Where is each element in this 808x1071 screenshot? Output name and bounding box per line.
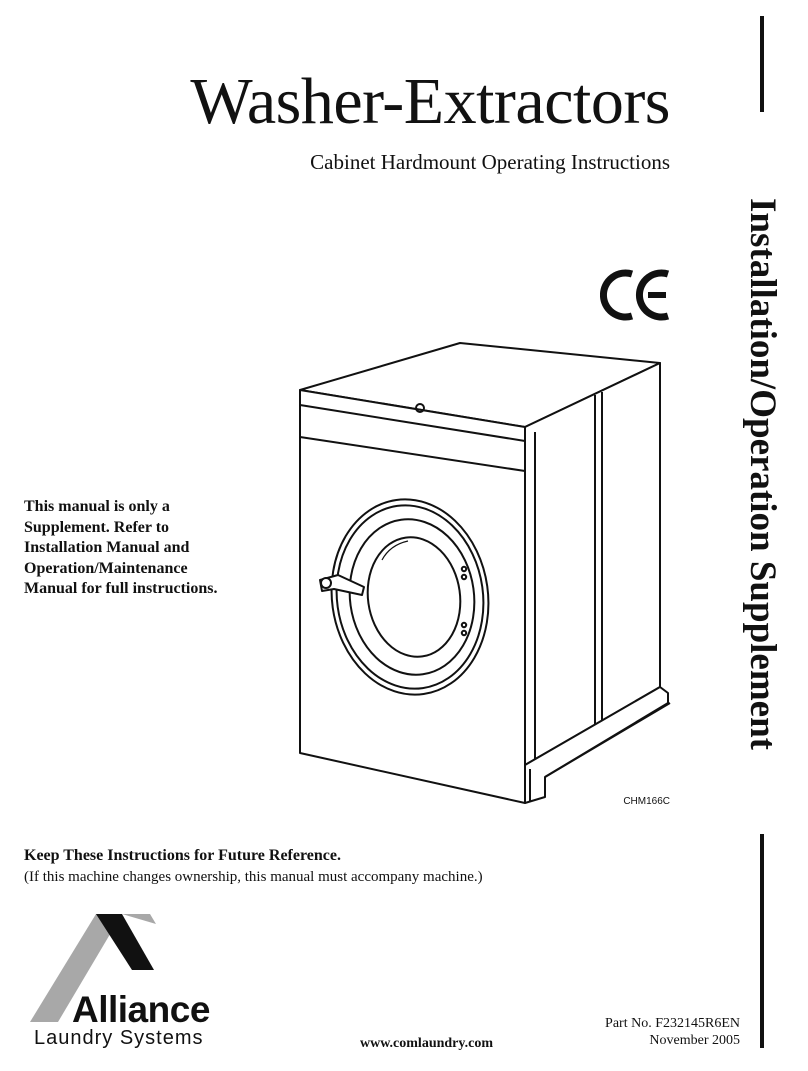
logo-tagline: Laundry Systems [34, 1027, 204, 1049]
keep-instructions-heading: Keep These Instructions for Future Reference. [24, 847, 341, 864]
website-link[interactable]: www.comlaundry.com [360, 1036, 493, 1051]
figure-code: CHM166C [623, 796, 670, 807]
logo-name: Alliance [72, 989, 210, 1030]
side-rule-top [760, 16, 764, 112]
ce-mark-icon [600, 268, 672, 322]
side-title: Installation/Operation Supplement [742, 197, 783, 750]
washer-extractor-illustration [290, 335, 680, 805]
document-title: Washer-Extractors [190, 65, 670, 138]
document-date: November 2005 [649, 1033, 740, 1048]
side-rule-bottom [760, 834, 764, 1048]
ownership-note: (If this machine changes ownership, this manual must accompany machine.) [24, 869, 483, 885]
part-number: Part No. F232145R6EN [605, 1016, 740, 1031]
document-subtitle: Cabinet Hardmount Operating Instructions [310, 150, 670, 174]
supplement-note: This manual is only a Supplement. Refer to Installation Manual and Operation/Maintenance Manual for full instructions. [24, 498, 218, 597]
